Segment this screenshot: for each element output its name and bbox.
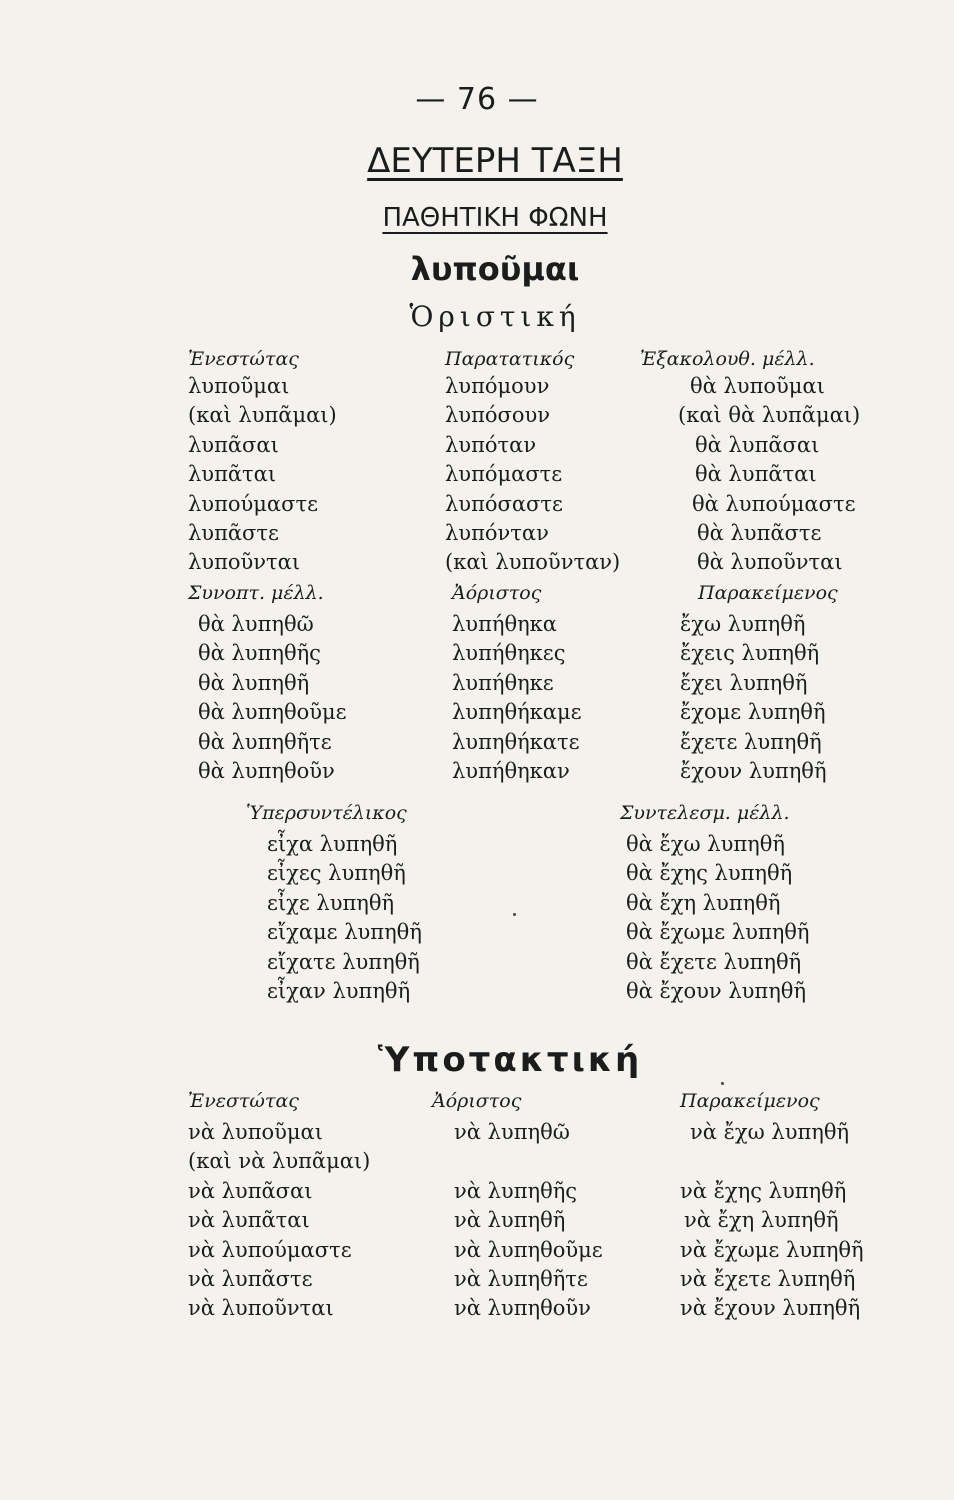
verb-form: λυπόμαστε	[445, 462, 563, 487]
verb-form: θὰ ἔχουν λυπηθῆ	[626, 979, 807, 1004]
verb-form: λυπούμαστε	[188, 491, 318, 516]
verb-form: θὰ λυπούμαστε	[692, 491, 856, 516]
verb-form: νὰ λυπηθοῦμε	[454, 1237, 603, 1262]
subjunctive-perfect	[680, 1090, 864, 1324]
verb-form: λυπήθηκα	[452, 612, 557, 636]
tense-header: Παρακείμενος	[698, 582, 838, 604]
verb-form: θὰ λυποῦνται	[697, 550, 843, 575]
subjunctive-present	[188, 1090, 370, 1324]
verb-form: ἔχεις λυπηθῆ	[680, 641, 820, 666]
verb-form: νὰ λυποῦμαι	[188, 1120, 323, 1144]
tense-header: Συντελεσμ. μέλλ.	[620, 802, 790, 824]
indicative-imperfect	[445, 348, 620, 578]
verb-form: θὰ ἔχετε λυπηθῆ	[626, 949, 802, 974]
verb-form: λυποῦμαι	[188, 374, 290, 398]
section-title: ΔΕΥΤΕΡΗ ΤΑΞΗ	[367, 141, 623, 181]
verb-form: θὰ λυπηθοῦν	[198, 759, 335, 784]
verb-form: νὰ λυπᾶστε	[188, 1267, 313, 1292]
verb-form: νὰ λυπούμαστε	[188, 1237, 352, 1262]
verb-form: θὰ ἔχω λυπηθῆ	[626, 832, 785, 856]
verb-form: λυπόμουν	[445, 374, 550, 398]
indicative-future-continuous	[640, 348, 860, 578]
verb-form: νὰ λυπηθοῦν	[454, 1296, 591, 1321]
verb-form: ἔχετε λυπηθῆ	[680, 729, 822, 754]
verb-form: ἔχουν λυπηθῆ	[680, 759, 827, 784]
subjunctive-aorist	[432, 1090, 603, 1324]
verb-form: λυπόνταν	[445, 521, 549, 546]
verb-form: νὰ ἔχωμε λυπηθῆ	[680, 1237, 864, 1262]
indicative-pluperfect	[246, 802, 422, 1006]
verb-form: λυπηθήκατε	[452, 729, 580, 754]
tense-header: Συνοπτ. μέλλ.	[188, 582, 324, 604]
indicative-mood-title: Ὁριστική	[409, 300, 581, 333]
verb-form: θὰ λυποῦμαι	[690, 374, 825, 398]
verb-form: εἴχαμε λυπηθῆ	[267, 920, 422, 945]
verb-form: θὰ λυπηθῆς	[198, 641, 321, 666]
indicative-future-simple	[188, 582, 347, 786]
verb-form: λυπήθηκαν	[452, 759, 570, 784]
page-number: — 76 —	[415, 82, 539, 117]
voice-title: ΠΑΘΗΤΙΚΗ ΦΩΝΗ	[382, 203, 608, 233]
verb-form: νὰ λυποῦνται	[188, 1296, 334, 1321]
verb-form: θὰ λυπᾶστε	[697, 521, 822, 546]
verb-form: θὰ ἔχης λυπηθῆ	[626, 861, 793, 886]
verb-form: (καὶ θὰ λυπᾶμαι)	[678, 403, 861, 428]
verb-headword: λυποῦμαι	[410, 250, 580, 288]
verb-form: νὰ ἔχετε λυπηθῆ	[680, 1267, 856, 1292]
print-speck	[721, 1082, 724, 1085]
tense-header: Ἐνεστώτας	[188, 348, 299, 370]
verb-form: θὰ λυπᾶσαι	[695, 432, 820, 457]
tense-header: Ἀόριστος	[452, 582, 542, 604]
tense-header: Ἐνεστώτας	[188, 1090, 299, 1112]
verb-form: νὰ ἔχουν λυπηθῆ	[680, 1296, 861, 1321]
verb-form: νὰ λυπᾶται	[188, 1208, 310, 1233]
tense-header: Ἐξακολουθ. μέλλ.	[640, 348, 815, 370]
verb-form: εἶχε λυπηθῆ	[267, 890, 395, 915]
verb-form: θὰ ἔχη λυπηθῆ	[626, 890, 781, 915]
verb-form: λυπόταν	[445, 432, 537, 457]
verb-form: εἶχα λυπηθῆ	[267, 832, 398, 856]
verb-form: θὰ λυπηθοῦμε	[198, 700, 347, 725]
verb-form: (καὶ λυπᾶμαι)	[188, 403, 337, 428]
verb-form: νὰ ἔχη λυπηθῆ	[684, 1208, 839, 1233]
subjunctive-mood-title: Ὑποτακτική	[377, 1040, 643, 1080]
verb-form: εἶχες λυπηθῆ	[267, 861, 406, 886]
verb-form: νὰ λυπηθῆ	[454, 1208, 566, 1233]
verb-form: νὰ λυπηθῆς	[454, 1178, 578, 1203]
verb-form: (καὶ λυποῦνταν)	[445, 550, 621, 575]
indicative-present	[188, 348, 337, 578]
tense-header: Ὑπερσυντέλικος	[246, 802, 407, 824]
indicative-aorist	[452, 582, 582, 786]
verb-form: λυποῦνται	[188, 550, 301, 575]
verb-form: νὰ λυπηθῆτε	[454, 1267, 588, 1292]
verb-form: ἔχω λυπηθῆ	[680, 612, 806, 636]
verb-form: ἔχει λυπηθῆ	[680, 670, 808, 695]
verb-form: λυπήθηκε	[452, 670, 554, 695]
tense-header: Παρακείμενος	[680, 1090, 820, 1112]
verb-form: θὰ λυπηθῶ	[198, 612, 314, 636]
indicative-perfect	[680, 582, 838, 786]
verb-form: θὰ λυπηθῆτε	[198, 729, 332, 754]
verb-form: ἔχομε λυπηθῆ	[680, 700, 826, 725]
verb-form: λυπόσαστε	[445, 491, 563, 516]
tense-header: Ἀόριστος	[432, 1090, 522, 1112]
verb-form: εἴχατε λυπηθῆ	[267, 949, 420, 974]
verb-form: λυπηθήκαμε	[452, 700, 582, 725]
tense-header: Παρατατικός	[445, 348, 575, 370]
verb-form: λυπᾶστε	[188, 521, 279, 546]
verb-form: λυπήθηκες	[452, 641, 566, 666]
verb-form: (καὶ νὰ λυπᾶμαι)	[188, 1149, 371, 1174]
verb-form: νὰ ἔχω λυπηθῆ	[690, 1120, 850, 1144]
print-speck	[513, 913, 516, 916]
verb-form: θὰ λυπηθῆ	[198, 670, 310, 695]
verb-form: θὰ ἔχωμε λυπηθῆ	[626, 920, 810, 945]
verb-form: λυπᾶται	[188, 462, 277, 487]
verb-form: λυπᾶσαι	[188, 432, 279, 457]
verb-form: νὰ λυπᾶσαι	[188, 1178, 313, 1203]
indicative-future-perfect	[620, 802, 810, 1006]
verb-form: λυπόσουν	[445, 403, 551, 428]
verb-form: νὰ ἔχης λυπηθῆ	[680, 1178, 847, 1203]
verb-form: θὰ λυπᾶται	[695, 462, 817, 487]
verb-form: εἶχαν λυπηθῆ	[267, 979, 411, 1004]
verb-form: νὰ λυπηθῶ	[454, 1120, 570, 1144]
